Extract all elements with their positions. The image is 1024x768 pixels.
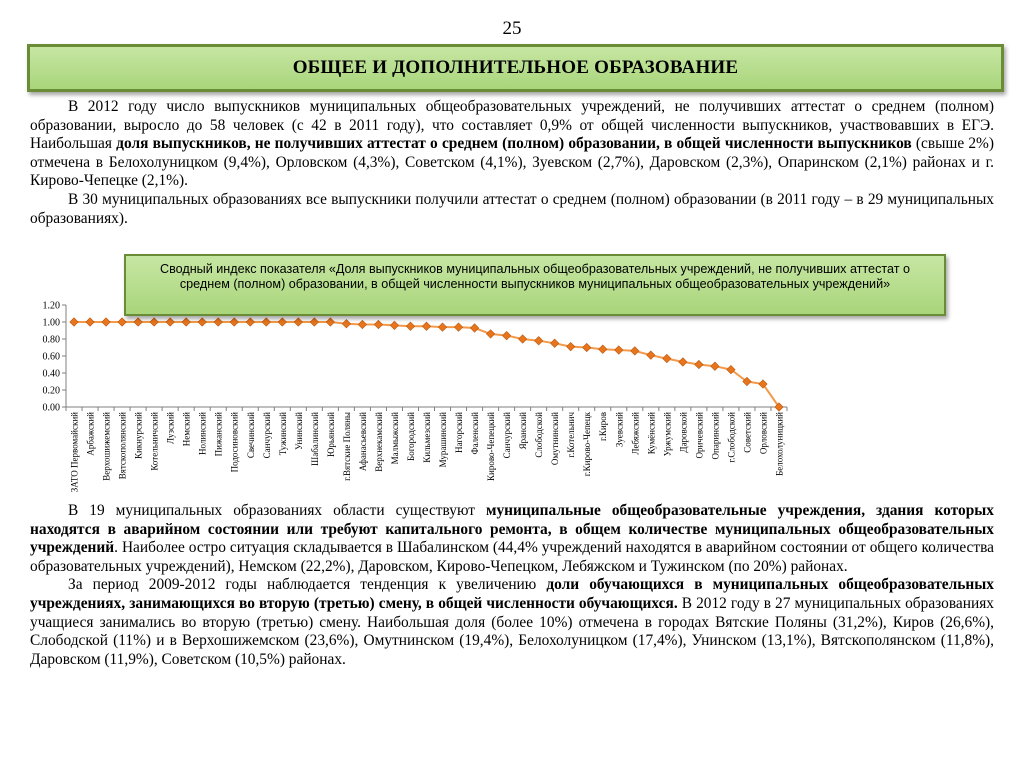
- text-run: (свыше 2%) отмечена в Белохолуницком (9,4%), Орловском (4,3%), Советском (4,1%), Зуевском (2,7%), Даровском (2,3%), Опаринском (2,1%) районах и г. Кирово-Чепецке (2,1%).: [30, 135, 994, 190]
- x-category-label: г.Вятские Поляны: [341, 412, 352, 481]
- bold-text-run: доля выпускников, не получивших аттестат о среднем (полном) образовании, в общей численности выпускников: [116, 135, 912, 153]
- data-point-marker: [102, 318, 110, 326]
- data-point-marker: [438, 323, 446, 331]
- x-category-label: Опаринский: [710, 412, 721, 460]
- section-title: ОБЩЕЕ И ДОПОЛНИТЕЛЬНОЕ ОБРАЗОВАНИЕ: [292, 57, 739, 78]
- bold-text-run: муниципальные общеобразовательные учреждения, здания которых находятся в аварийном состоянии или требуют капитального ремонта, в общем количестве муниципальных общеобразовательных учреждений: [30, 502, 994, 557]
- x-category-label: г.Киров: [598, 412, 609, 441]
- x-category-label: ЗАТО Первомайский: [69, 412, 80, 493]
- data-point-marker: [358, 320, 366, 328]
- text-run: . Наиболее остро ситуация складывается в Шабалинском (44,4% учреждений находятся в аварийном состоянии от общего количества образовательных учреждений), Немском (22,2%), Даровском, Кирово-Чепецком, Лебяжском и Тужинском (по 20%) районах.: [30, 539, 994, 575]
- data-point-marker: [454, 323, 462, 331]
- data-point-marker: [262, 318, 270, 326]
- x-category-label: Яранский: [518, 411, 529, 450]
- data-point-marker: [583, 343, 591, 351]
- text-block-top: [30, 98, 994, 228]
- x-category-label: Мурашинский: [438, 412, 449, 468]
- data-point-marker: [134, 318, 142, 326]
- data-point-marker: [150, 318, 158, 326]
- x-category-label: Богородский: [405, 412, 416, 461]
- y-tick-label: 0.20: [42, 385, 60, 397]
- data-point-marker: [422, 322, 430, 330]
- x-category-label: Подосиновский: [229, 412, 240, 473]
- x-category-label: г.Слободской: [726, 412, 737, 463]
- data-point-marker: [534, 337, 542, 345]
- x-category-label: Тужинский: [277, 412, 288, 456]
- data-point-marker: [486, 330, 494, 338]
- page-number: 25: [502, 18, 522, 39]
- x-category-label: Лузский: [165, 412, 176, 444]
- data-point-marker: [214, 318, 222, 326]
- data-point-marker: [599, 345, 607, 353]
- paragraph: [30, 576, 994, 669]
- x-category-label: Белохолуницкий: [774, 412, 785, 476]
- text-run: В 19 муниципальных образованиях области существуют: [68, 502, 486, 519]
- text-run: В 30 муниципальных образованиях все выпускники получили аттестат о среднем (полном) образовании (в 2011 году – в 29 муниципальных образованиях).: [30, 190, 994, 227]
- x-category-label: Шабалинский: [309, 412, 320, 466]
- data-point-marker: [310, 318, 318, 326]
- x-category-label: Малмыжский: [389, 412, 400, 465]
- x-category-label: Санчурский: [261, 412, 272, 459]
- paragraph: [30, 502, 994, 576]
- data-point-marker: [390, 321, 398, 329]
- data-point-marker: [294, 318, 302, 326]
- x-category-label: Кирово-Чепецкий: [486, 411, 497, 481]
- text-run: В 2012 году число выпускников муниципальных общеобразовательных учреждений, не получивших аттестат о среднем (полном) образовании, выросло до 58 человек (с 42 в 2011 году), что составляет 0,9% от общей численности выпускников, участвовавших в ЕГЭ. Наибольшая: [30, 98, 994, 153]
- data-point-marker: [70, 318, 78, 326]
- data-point-marker: [567, 342, 575, 350]
- x-category-label: г.Котельнич: [566, 412, 577, 458]
- data-point-marker: [230, 318, 238, 326]
- bold-text-run: доли обучающихся в муниципальных общеобразовательных учреждениях, занимающихся во вторую (третью) смену, в общей численности обучающихся.: [30, 576, 994, 612]
- data-point-marker: [695, 360, 703, 368]
- data-point-marker: [550, 339, 558, 347]
- y-tick-label: 0.00: [42, 402, 60, 414]
- data-point-marker: [118, 318, 126, 326]
- chart-caption-box: [124, 254, 946, 316]
- x-category-label: Даровской: [678, 412, 689, 453]
- x-category-label: Санчурский: [502, 411, 513, 459]
- x-category-label: Арбажский: [85, 412, 96, 456]
- y-tick-label: 0.40: [42, 368, 60, 380]
- x-category-label: Советский: [742, 412, 753, 453]
- data-point-marker: [182, 318, 190, 326]
- x-category-label: Свечинский: [245, 412, 256, 459]
- x-category-label: Омутнинский: [550, 412, 561, 466]
- paragraph: [30, 98, 994, 191]
- data-point-marker: [166, 318, 174, 326]
- data-point-marker: [502, 331, 510, 339]
- x-category-label: Вятскополянский: [117, 412, 128, 480]
- x-category-label: Кильмезский: [422, 412, 432, 463]
- x-category-label: Кумёнский: [646, 412, 657, 455]
- x-category-label: г.Кирово-Чепецк: [582, 412, 593, 477]
- x-category-label: Кикнурский: [133, 412, 144, 460]
- data-point-marker: [374, 320, 382, 328]
- data-point-marker: [326, 318, 334, 326]
- data-point-marker: [615, 346, 623, 354]
- x-category-label: Верхошижемский: [101, 412, 112, 481]
- data-point-marker: [711, 362, 719, 370]
- x-category-label: Фаленский: [470, 412, 481, 455]
- x-category-label: Уржумский: [662, 412, 673, 457]
- data-point-marker: [679, 358, 687, 366]
- x-category-label: Лебяжский: [630, 412, 641, 455]
- x-category-label: Юрьянский: [325, 412, 336, 457]
- data-point-marker: [198, 318, 206, 326]
- y-tick-label: 1.20: [42, 300, 60, 312]
- x-category-label: Орловский: [758, 412, 769, 455]
- x-category-label: Верхнекамский: [373, 412, 384, 472]
- chart-caption: Сводный индекс показателя «Доля выпускников муниципальных общеобразовательных учреждений, не получивших аттестат о среднем (полном) образовании, в общей численности выпускников муниципальных общеобразовательных учреждений»: [159, 262, 910, 292]
- x-category-label: Зуевский: [614, 412, 625, 448]
- data-point-marker: [647, 351, 655, 359]
- data-point-marker: [663, 354, 671, 362]
- data-point-marker: [631, 347, 639, 355]
- x-category-label: Котельничский: [149, 412, 160, 471]
- y-tick-label: 1.00: [42, 317, 60, 329]
- data-point-marker: [246, 318, 254, 326]
- y-tick-label: 0.80: [42, 334, 60, 346]
- x-category-label: Нагорский: [454, 412, 465, 453]
- data-point-marker: [86, 318, 94, 326]
- x-category-label: Нолинский: [197, 412, 208, 456]
- paragraph: [30, 191, 994, 228]
- text-run: За период 2009-2012 годы наблюдается тенденция к увеличению: [68, 576, 547, 594]
- data-point-marker: [518, 335, 526, 343]
- y-tick-label: 0.60: [42, 351, 60, 363]
- x-category-label: Оричевский: [694, 412, 705, 459]
- text-run: В 2012 году в 27 муниципальных образованиях учащиеся занимались во вторую (третью) смену. Наибольшая доля (более 10%) отмечена в городах Вятские Поляны (31,2%), Киров (26,6%), Слободской (11%) и в Верхошижемском (23,6%), Омутнинском (19,4%), Белохолуницком (17,4%), Унинском (13,1%), Вятскополянском (11,8%), Даровском (11,9%), Советском (10,5%) районах.: [30, 594, 994, 668]
- data-point-marker: [470, 324, 478, 332]
- x-category-label: Пижанский: [213, 412, 224, 457]
- series-line: [74, 322, 779, 407]
- section-header-banner: [27, 44, 1004, 92]
- data-point-marker: [278, 318, 286, 326]
- text-block-bottom: [30, 502, 994, 669]
- graduates-index-chart: [30, 300, 800, 500]
- x-category-label: Афанасьевский: [357, 412, 368, 472]
- data-point-marker: [342, 320, 350, 328]
- x-category-label: Унинский: [293, 412, 304, 451]
- x-category-label: Немский: [181, 412, 192, 447]
- x-category-label: Слободской: [534, 412, 545, 458]
- data-point-marker: [406, 322, 414, 330]
